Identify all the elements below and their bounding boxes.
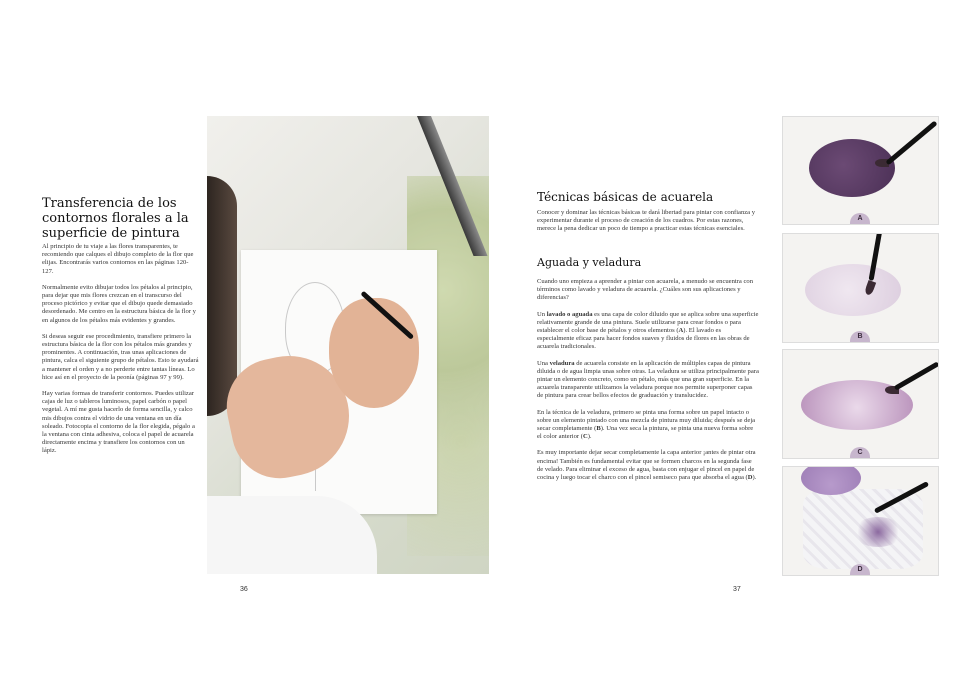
step-photo-b — [782, 233, 939, 343]
tracing-photo — [207, 116, 489, 574]
right-paragraph — [537, 409, 759, 442]
step-photo-d — [782, 466, 939, 576]
step-label-d: D — [850, 564, 870, 575]
right-paragraph — [537, 311, 759, 352]
text-run: ). Una vez seca la pintura, se pinta una nueva forma sobre el color anterior ( — [537, 425, 754, 441]
text-run: Un — [537, 310, 547, 318]
diluted-petal-shape — [805, 264, 901, 316]
right-paragraph — [537, 449, 759, 482]
right-paragraph: Cuando uno empieza a aprender a pintar con acuarela, a menudo se encuentra con términos como lavado y veladura de acuarela. ¿Cuáles son sus aplicaciones y diferencias? — [537, 278, 754, 302]
text-run: En la técnica de la veladura, primero se pinta una forma sobre un papel intacto o sobre un elemento pintado con una mezcla de pintura muy diluida; después se deja secar completamente ( — [537, 408, 756, 433]
photo-hair — [207, 176, 237, 416]
figure-ref: D — [747, 474, 753, 482]
step-photo-a — [782, 116, 939, 225]
bold-term: lavado o aguada — [546, 310, 593, 318]
page-number-left: 36 — [240, 586, 248, 593]
right-page-intro: Conocer y dominar las técnicas básicas te dará libertad para pintar con confianza y experimentar durante el proceso de creación de los cuadros. Por estas razones, merece la pena dedicar un poco de tiempo a practicar estas técnicas esenciales. — [537, 209, 756, 233]
text-run: ). — [587, 433, 592, 441]
photo-sleeve — [207, 496, 377, 574]
text-run: ). El lavado es especialmente eficaz para hacer fondos suaves y fluidos de flores en las obras de acuarela tradicionales. — [537, 327, 750, 351]
left-page-body — [42, 243, 200, 464]
left-page-heading: Transferencia de los contornos florales a la superficie de pintura — [42, 196, 189, 241]
text-run: Una — [537, 359, 550, 367]
right-page — [490, 0, 980, 700]
page-number-right: 37 — [733, 586, 741, 593]
figure-ref: B — [596, 425, 601, 433]
left-paragraph: Normalmente evito dibujar todos los pétalos al principio, para dejar que mis flores crezcan en el transcurso del proceso pictórico y evitar que el dibujo quede demasiado desordenado. Me centro en la estructura básica de la flor y en algunos de los pétalos más evidentes y grandes. — [42, 283, 196, 324]
absorbed-paint — [853, 517, 903, 547]
right-page-heading: Técnicas básicas de acuarela — [537, 190, 714, 204]
figure-ref: C — [582, 433, 588, 441]
text-run: de acuarela consiste en la aplicación de múltiples capas de pintura diluida o de agua limpia unas sobre otras. La veladura se utiliza principalmente para pintar un elemento concreto, como un pétalo, más que una gran superficie. En la acuarela transparente utilizamos la veladura porque nos permite superponer capas de pintura para crear bellos efectos de graduación y translucidez. — [537, 359, 759, 400]
left-paragraph: Al principio de tu viaje a las flores transparentes, te recomiendo que calques el dibujo completo de la flor que elijas. Encontrarás varios contornos en las páginas 120-127. — [42, 243, 194, 275]
photo-right-hand — [329, 298, 419, 408]
right-paragraph — [537, 360, 759, 401]
bold-term: veladura — [549, 359, 575, 367]
paintbrush — [885, 120, 937, 165]
step-label-b: B — [850, 331, 870, 342]
step-label-a: A — [850, 213, 870, 224]
right-page-subheading: Aguada y veladura — [537, 256, 642, 269]
paintbrush — [894, 361, 939, 390]
text-run: ). — [752, 474, 757, 482]
paint-wash-blot — [809, 139, 895, 197]
figure-ref: A — [678, 327, 684, 335]
step-photo-c — [782, 349, 939, 459]
text-run: es una capa de color diluido que se aplica sobre una superficie relativamente grande de una pintura. Suele utilizarse para crear fondos o para establecer el color base de pétalos y otros elementos ( — [537, 310, 759, 335]
step-label-c: C — [850, 447, 870, 458]
right-page-body — [537, 278, 759, 490]
left-paragraph: Si deseas seguir ese procedimiento, transfiere primero la estructura básica de la flor con los pétalos más grandes y prominentes. A continuación, tras unas aplicaciones de pintura, calca el siguiente grupo de pétalos. Esto te ayudará a mantener el orden y a no perderte entre tantas líneas. Lo hice así en el proyecto de la peonía (páginas 97 y 99). — [42, 332, 199, 381]
text-run: Es muy importante dejar secar completamente la capa anterior ¡antes de pintar otra encima! También es fundamental evitar que se formen charcos en la segunda fase de velado. Para eliminar el exceso de agua, basta con enjugar el pincel en papel de cocina y luego tocar el charco con el pincel semiseco para que absorba el agua ( — [537, 449, 756, 482]
left-paragraph: Hay varias formas de transferir contornos. Puedes utilizar cajas de luz o tableros luminosos, papel carbón o papel vegetal. A mí me gusta hacerlo de forma sencilla, y calco mis dibujos contra el vidrio de una ventana en un día soleado. Fotocopia el contorno de la flor elegida, pégalo a la ventana con cinta adhesiva, coloca el papel de acuarela directamente encima y transfiere los contornos con un lápiz. — [42, 390, 195, 455]
